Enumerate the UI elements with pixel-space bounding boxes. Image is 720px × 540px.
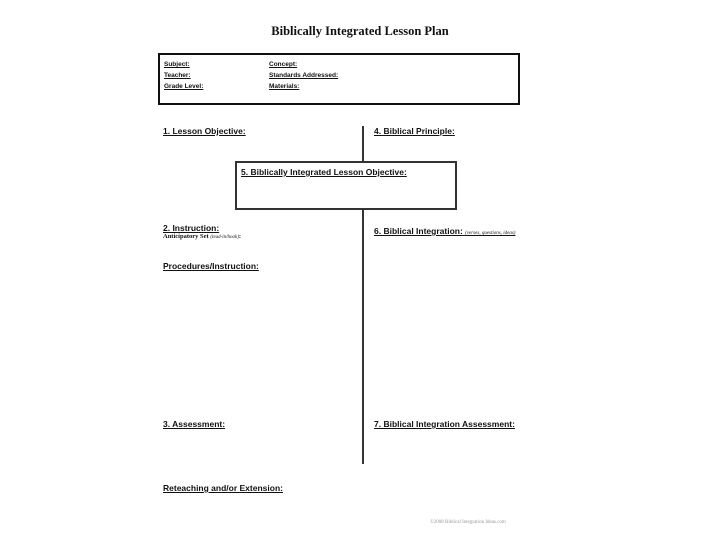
integrated-objective-label: 5. Biblically Integrated Lesson Objective: (241, 167, 407, 177)
integration-assessment-label: 7. Biblical Integration Assessment: (374, 419, 515, 429)
assessment-label: 3. Assessment: (163, 419, 226, 429)
grade-level-label: Grade Level: (164, 83, 204, 90)
concept-label: Concept: (269, 61, 298, 68)
anticipatory-set-label: Anticipatory Set (lead-in/hook): (163, 233, 242, 240)
center-divider-top (362, 126, 364, 161)
teacher-label: Teacher: (164, 72, 191, 79)
biblical-integration-label: 6. Biblical Integration: (verses, questions, ideas) (374, 226, 516, 236)
integrated-objective-box (235, 161, 457, 210)
biblical-principle-label: 4. Biblical Principle: (374, 126, 455, 136)
instruction-label: 2. Instruction: (163, 223, 220, 233)
reteaching-label: Reteaching and/or Extension: (163, 483, 283, 493)
standards-label: Standards Addressed: (269, 72, 339, 79)
subject-label: Subject: (164, 61, 190, 68)
materials-label: Materials: (269, 83, 300, 90)
center-divider-bottom (362, 210, 364, 464)
page-title: Biblically Integrated Lesson Plan (271, 24, 449, 38)
lesson-objective-label: 1. Lesson Objective: (163, 126, 246, 136)
copyright-footer: ©2008 Biblical Integration Ideas.com (430, 520, 506, 525)
lesson-info-box (158, 53, 520, 105)
procedures-label: Procedures/Instruction: (163, 261, 259, 271)
